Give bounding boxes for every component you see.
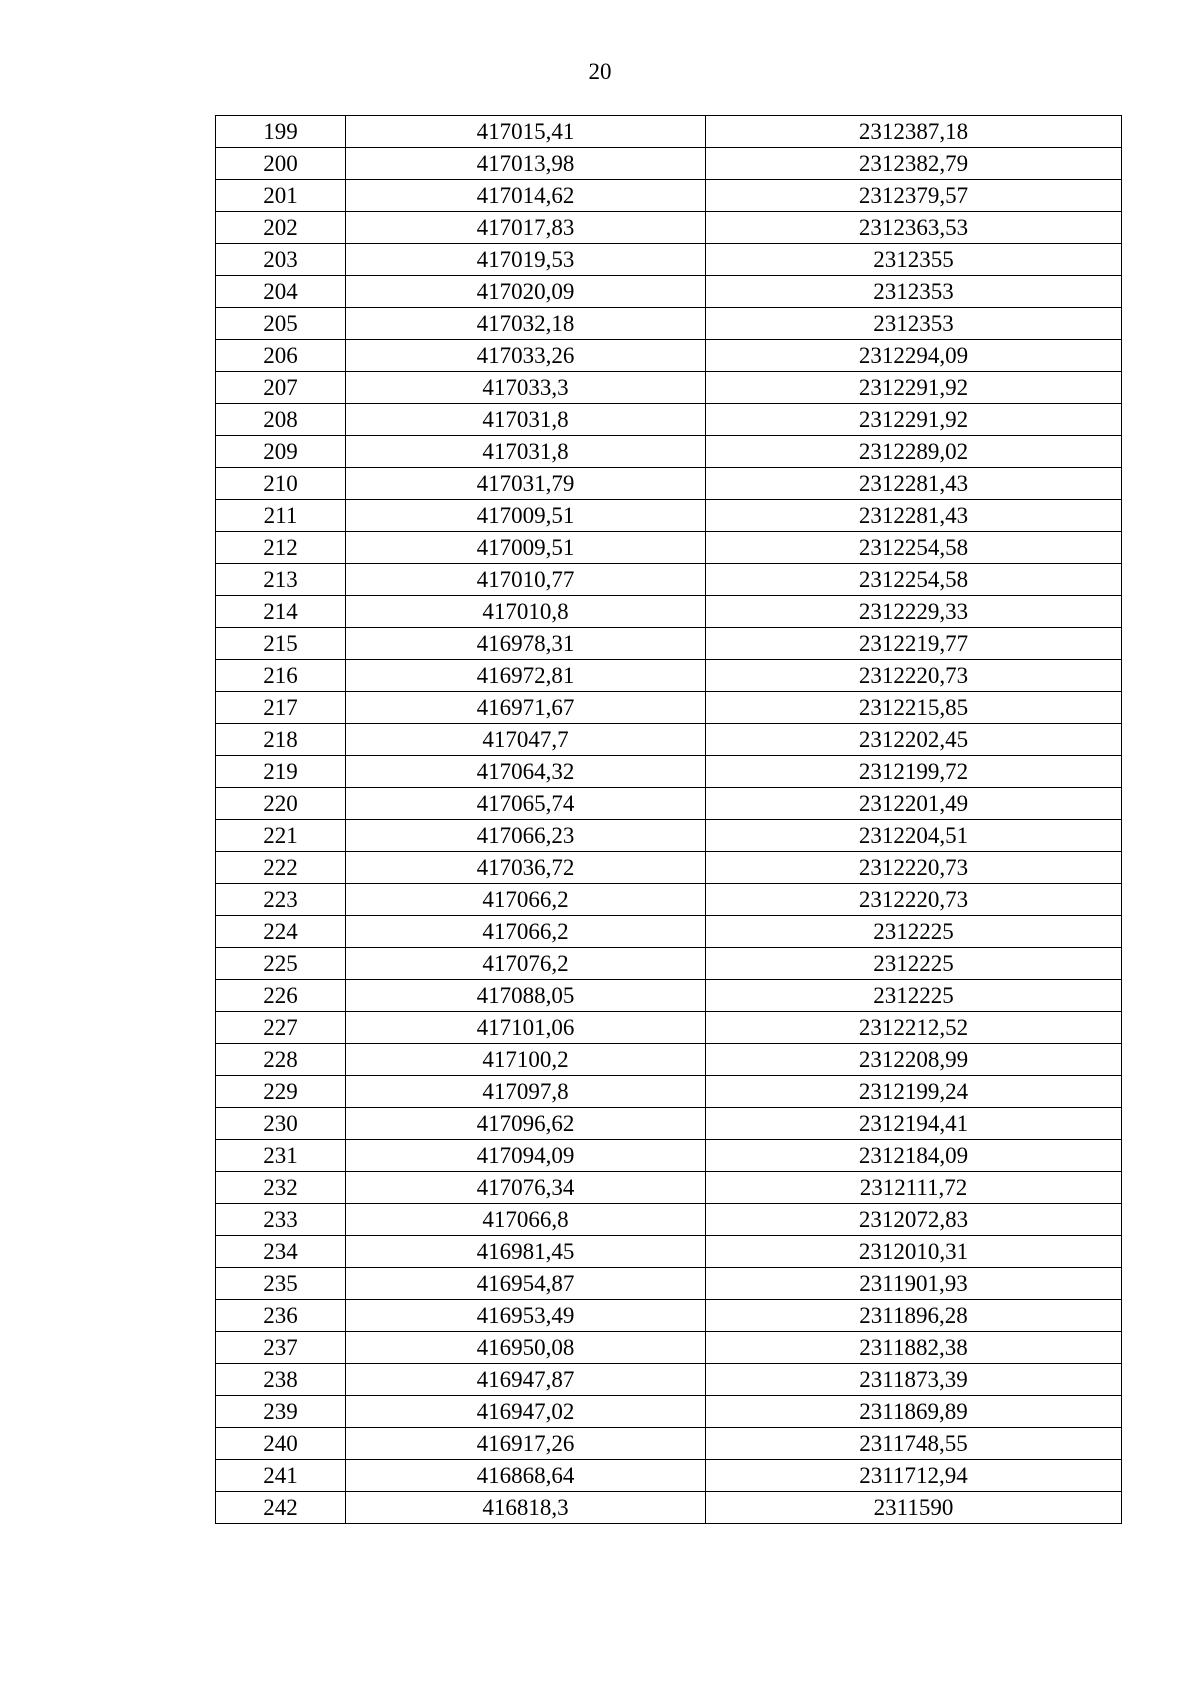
y-coordinate-cell: 2312199,72: [706, 756, 1122, 788]
point-number-cell: 234: [216, 1236, 346, 1268]
point-number-cell: 204: [216, 276, 346, 308]
x-coordinate-cell: 417101,06: [346, 1012, 706, 1044]
table-row: [216, 980, 1122, 1012]
x-coordinate-cell: 417032,18: [346, 308, 706, 340]
y-coordinate-cell: 2311896,28: [706, 1300, 1122, 1332]
table-row: [216, 1044, 1122, 1076]
table-row: [216, 1492, 1122, 1524]
point-number-cell: 238: [216, 1364, 346, 1396]
point-number-cell: 229: [216, 1076, 346, 1108]
x-coordinate-cell: 417031,8: [346, 436, 706, 468]
y-coordinate-cell: 2311882,38: [706, 1332, 1122, 1364]
point-number-cell: 220: [216, 788, 346, 820]
y-coordinate-cell: 2312219,77: [706, 628, 1122, 660]
x-coordinate-cell: 417010,8: [346, 596, 706, 628]
table-row: [216, 500, 1122, 532]
table-row: [216, 1364, 1122, 1396]
x-coordinate-cell: 417076,2: [346, 948, 706, 980]
point-number-cell: 219: [216, 756, 346, 788]
x-coordinate-cell: 417066,2: [346, 884, 706, 916]
table-row: [216, 436, 1122, 468]
x-coordinate-cell: 416917,26: [346, 1428, 706, 1460]
y-coordinate-cell: 2312072,83: [706, 1204, 1122, 1236]
table-row: [216, 1076, 1122, 1108]
x-coordinate-cell: 417066,2: [346, 916, 706, 948]
x-coordinate-cell: 416971,67: [346, 692, 706, 724]
y-coordinate-cell: 2312202,45: [706, 724, 1122, 756]
y-coordinate-cell: 2312225: [706, 948, 1122, 980]
x-coordinate-cell: 417031,8: [346, 404, 706, 436]
x-coordinate-cell: 416947,02: [346, 1396, 706, 1428]
table-row: [216, 1396, 1122, 1428]
y-coordinate-cell: 2312291,92: [706, 404, 1122, 436]
x-coordinate-cell: 417009,51: [346, 500, 706, 532]
table-row: [216, 212, 1122, 244]
y-coordinate-cell: 2312382,79: [706, 148, 1122, 180]
x-coordinate-cell: 417017,83: [346, 212, 706, 244]
table-row: [216, 884, 1122, 916]
point-number-cell: 216: [216, 660, 346, 692]
x-coordinate-cell: 417020,09: [346, 276, 706, 308]
x-coordinate-cell: 416981,45: [346, 1236, 706, 1268]
x-coordinate-cell: 417010,77: [346, 564, 706, 596]
point-number-cell: 221: [216, 820, 346, 852]
point-number-cell: 228: [216, 1044, 346, 1076]
y-coordinate-cell: 2312215,85: [706, 692, 1122, 724]
point-number-cell: 242: [216, 1492, 346, 1524]
point-number-cell: 205: [216, 308, 346, 340]
y-coordinate-cell: 2311748,55: [706, 1428, 1122, 1460]
y-coordinate-cell: 2312212,52: [706, 1012, 1122, 1044]
point-number-cell: 200: [216, 148, 346, 180]
point-number-cell: 223: [216, 884, 346, 916]
y-coordinate-cell: 2312204,51: [706, 820, 1122, 852]
point-number-cell: 207: [216, 372, 346, 404]
point-number-cell: 222: [216, 852, 346, 884]
table-row: [216, 148, 1122, 180]
table-row: [216, 308, 1122, 340]
x-coordinate-cell: 417097,8: [346, 1076, 706, 1108]
table-row: [216, 340, 1122, 372]
y-coordinate-cell: 2312220,73: [706, 660, 1122, 692]
point-number-cell: 237: [216, 1332, 346, 1364]
table-row: [216, 1268, 1122, 1300]
x-coordinate-cell: 417019,53: [346, 244, 706, 276]
point-number-cell: 240: [216, 1428, 346, 1460]
table-row: [216, 756, 1122, 788]
y-coordinate-cell: 2312225: [706, 980, 1122, 1012]
x-coordinate-cell: 417036,72: [346, 852, 706, 884]
x-coordinate-cell: 416978,31: [346, 628, 706, 660]
point-number-cell: 230: [216, 1108, 346, 1140]
x-coordinate-cell: 417066,23: [346, 820, 706, 852]
y-coordinate-cell: 2312111,72: [706, 1172, 1122, 1204]
x-coordinate-cell: 417088,05: [346, 980, 706, 1012]
table-row: [216, 372, 1122, 404]
point-number-cell: 209: [216, 436, 346, 468]
point-number-cell: 211: [216, 500, 346, 532]
y-coordinate-cell: 2312294,09: [706, 340, 1122, 372]
point-number-cell: 208: [216, 404, 346, 436]
table-row: [216, 948, 1122, 980]
x-coordinate-cell: 417015,41: [346, 116, 706, 148]
table-row: [216, 564, 1122, 596]
point-number-cell: 203: [216, 244, 346, 276]
x-coordinate-cell: 417013,98: [346, 148, 706, 180]
y-coordinate-cell: 2312281,43: [706, 468, 1122, 500]
table-row: [216, 180, 1122, 212]
y-coordinate-cell: 2312220,73: [706, 852, 1122, 884]
y-coordinate-cell: 2312254,58: [706, 532, 1122, 564]
table-row: [216, 692, 1122, 724]
y-coordinate-cell: 2311901,93: [706, 1268, 1122, 1300]
x-coordinate-cell: 416868,64: [346, 1460, 706, 1492]
x-coordinate-cell: 417065,74: [346, 788, 706, 820]
y-coordinate-cell: 2312199,24: [706, 1076, 1122, 1108]
x-coordinate-cell: 416818,3: [346, 1492, 706, 1524]
y-coordinate-cell: 2312194,41: [706, 1108, 1122, 1140]
point-number-cell: 225: [216, 948, 346, 980]
x-coordinate-cell: 417064,32: [346, 756, 706, 788]
table-row: [216, 660, 1122, 692]
x-coordinate-cell: 417009,51: [346, 532, 706, 564]
y-coordinate-cell: 2311590: [706, 1492, 1122, 1524]
table-row: [216, 1204, 1122, 1236]
y-coordinate-cell: 2312289,02: [706, 436, 1122, 468]
x-coordinate-cell: 417033,26: [346, 340, 706, 372]
point-number-cell: 227: [216, 1012, 346, 1044]
point-number-cell: 213: [216, 564, 346, 596]
point-number-cell: 214: [216, 596, 346, 628]
table-row: [216, 1460, 1122, 1492]
y-coordinate-cell: 2312379,57: [706, 180, 1122, 212]
y-coordinate-cell: 2312291,92: [706, 372, 1122, 404]
point-number-cell: 206: [216, 340, 346, 372]
y-coordinate-cell: 2312355: [706, 244, 1122, 276]
y-coordinate-cell: 2312229,33: [706, 596, 1122, 628]
y-coordinate-cell: 2312201,49: [706, 788, 1122, 820]
point-number-cell: 236: [216, 1300, 346, 1332]
page-number: 20: [588, 59, 612, 84]
table-row: [216, 916, 1122, 948]
point-number-cell: 215: [216, 628, 346, 660]
y-coordinate-cell: 2312225: [706, 916, 1122, 948]
y-coordinate-cell: 2311869,89: [706, 1396, 1122, 1428]
x-coordinate-cell: 417031,79: [346, 468, 706, 500]
y-coordinate-cell: 2312220,73: [706, 884, 1122, 916]
x-coordinate-cell: 416950,08: [346, 1332, 706, 1364]
table-row: [216, 724, 1122, 756]
y-coordinate-cell: 2312254,58: [706, 564, 1122, 596]
table-row: [216, 1140, 1122, 1172]
y-coordinate-cell: 2311712,94: [706, 1460, 1122, 1492]
x-coordinate-cell: 417047,7: [346, 724, 706, 756]
table-row: [216, 628, 1122, 660]
point-number-cell: 235: [216, 1268, 346, 1300]
y-coordinate-cell: 2312010,31: [706, 1236, 1122, 1268]
table-row: [216, 404, 1122, 436]
table-row: [216, 1300, 1122, 1332]
table-row: [216, 852, 1122, 884]
table-row: [216, 788, 1122, 820]
y-coordinate-cell: 2312281,43: [706, 500, 1122, 532]
table-row: [216, 1332, 1122, 1364]
point-number-cell: 202: [216, 212, 346, 244]
table-row: [216, 1428, 1122, 1460]
x-coordinate-cell: 417066,8: [346, 1204, 706, 1236]
point-number-cell: 226: [216, 980, 346, 1012]
point-number-cell: 232: [216, 1172, 346, 1204]
point-number-cell: 231: [216, 1140, 346, 1172]
table-row: [216, 276, 1122, 308]
point-number-cell: 217: [216, 692, 346, 724]
point-number-cell: 241: [216, 1460, 346, 1492]
point-number-cell: 218: [216, 724, 346, 756]
table-row: [216, 596, 1122, 628]
point-number-cell: 210: [216, 468, 346, 500]
y-coordinate-cell: 2312353: [706, 308, 1122, 340]
y-coordinate-cell: 2312184,09: [706, 1140, 1122, 1172]
point-number-cell: 239: [216, 1396, 346, 1428]
point-number-cell: 233: [216, 1204, 346, 1236]
y-coordinate-cell: 2311873,39: [706, 1364, 1122, 1396]
x-coordinate-cell: 416972,81: [346, 660, 706, 692]
table-row: [216, 1108, 1122, 1140]
point-number-cell: 224: [216, 916, 346, 948]
x-coordinate-cell: 417100,2: [346, 1044, 706, 1076]
table-row: [216, 820, 1122, 852]
table-row: [216, 532, 1122, 564]
x-coordinate-cell: 417094,09: [346, 1140, 706, 1172]
coordinates-table-body: [216, 116, 1122, 1524]
x-coordinate-cell: 417096,62: [346, 1108, 706, 1140]
table-row: [216, 1236, 1122, 1268]
table-row: [216, 468, 1122, 500]
x-coordinate-cell: 417076,34: [346, 1172, 706, 1204]
x-coordinate-cell: 416954,87: [346, 1268, 706, 1300]
x-coordinate-cell: 417014,62: [346, 180, 706, 212]
point-number-cell: 212: [216, 532, 346, 564]
table-row: [216, 1012, 1122, 1044]
table-row: [216, 244, 1122, 276]
point-number-cell: 199: [216, 116, 346, 148]
table-row: [216, 1172, 1122, 1204]
y-coordinate-cell: 2312387,18: [706, 116, 1122, 148]
x-coordinate-cell: 416953,49: [346, 1300, 706, 1332]
x-coordinate-cell: 416947,87: [346, 1364, 706, 1396]
y-coordinate-cell: 2312353: [706, 276, 1122, 308]
y-coordinate-cell: 2312363,53: [706, 212, 1122, 244]
y-coordinate-cell: 2312208,99: [706, 1044, 1122, 1076]
table-row: [216, 116, 1122, 148]
x-coordinate-cell: 417033,3: [346, 372, 706, 404]
point-number-cell: 201: [216, 180, 346, 212]
coordinates-table: [215, 115, 1122, 1524]
